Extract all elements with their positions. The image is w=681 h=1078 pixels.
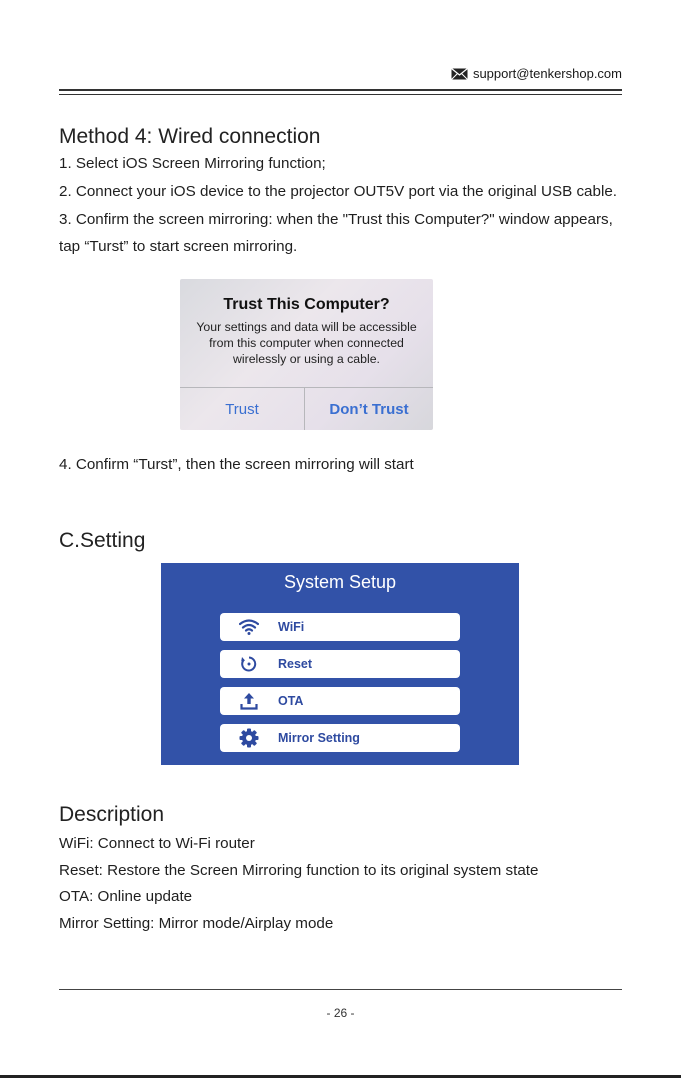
setup-item-ota[interactable] [220, 687, 460, 715]
trust-button[interactable]: Trust [225, 400, 259, 418]
step-3: 3. Confirm the screen mirroring: when the "Trust this Computer?" window appears, [59, 211, 613, 228]
header-divider-thin [59, 94, 622, 95]
setup-item-label: Mirror Setting [278, 731, 360, 745]
description-title: Description [59, 803, 165, 826]
setup-item-wifi[interactable] [220, 613, 460, 641]
header-email [451, 66, 622, 81]
system-setup-title: System Setup [283, 572, 397, 592]
step-3-cont: tap “Turst” to start screen mirroring. [59, 238, 298, 255]
setup-item-reset[interactable] [220, 650, 460, 678]
dont-trust-button[interactable]: Don’t Trust [329, 400, 409, 418]
description-reset: Reset: Restore the Screen Mirroring function to its original system state [59, 862, 539, 879]
trust-dialog-body: Your settings and data will be accessible from this computer when connected wirelessly or using a cable. [196, 320, 417, 366]
header-divider [59, 89, 622, 91]
step-4: 4. Confirm “Turst”, then the screen mirroring will start [59, 456, 414, 473]
description-ota: OTA: Online update [59, 888, 193, 905]
setup-item-label: WiFi [278, 620, 305, 634]
setup-item-label: OTA [278, 694, 304, 708]
description-mirror-setting: Mirror Setting: Mirror mode/Airplay mode [59, 915, 334, 932]
gear-icon [239, 728, 259, 748]
footer-divider [59, 989, 622, 990]
step-2: 2. Connect your iOS device to the projector OUT5V port via the original USB cable. [59, 183, 617, 200]
setup-item-mirror-setting[interactable] [220, 724, 460, 752]
reset-icon [239, 654, 259, 674]
wifi-icon [239, 617, 259, 637]
trust-dialog [180, 279, 433, 430]
step-1: 1. Select iOS Screen Mirroring function; [59, 155, 326, 172]
trust-dialog-title: Trust This Computer? [223, 296, 390, 313]
envelope-icon [451, 68, 468, 80]
method4-title: Method 4: Wired connection [59, 125, 321, 148]
system-setup-panel [161, 563, 519, 765]
page-number: - 26 - [326, 1006, 355, 1020]
email-text: support@tenkershop.com [472, 66, 622, 81]
upload-icon [239, 691, 259, 711]
description-wifi: WiFi: Connect to Wi-Fi router [59, 835, 255, 852]
setting-title: C.Setting [59, 529, 146, 552]
setup-item-label: Reset [278, 657, 313, 671]
